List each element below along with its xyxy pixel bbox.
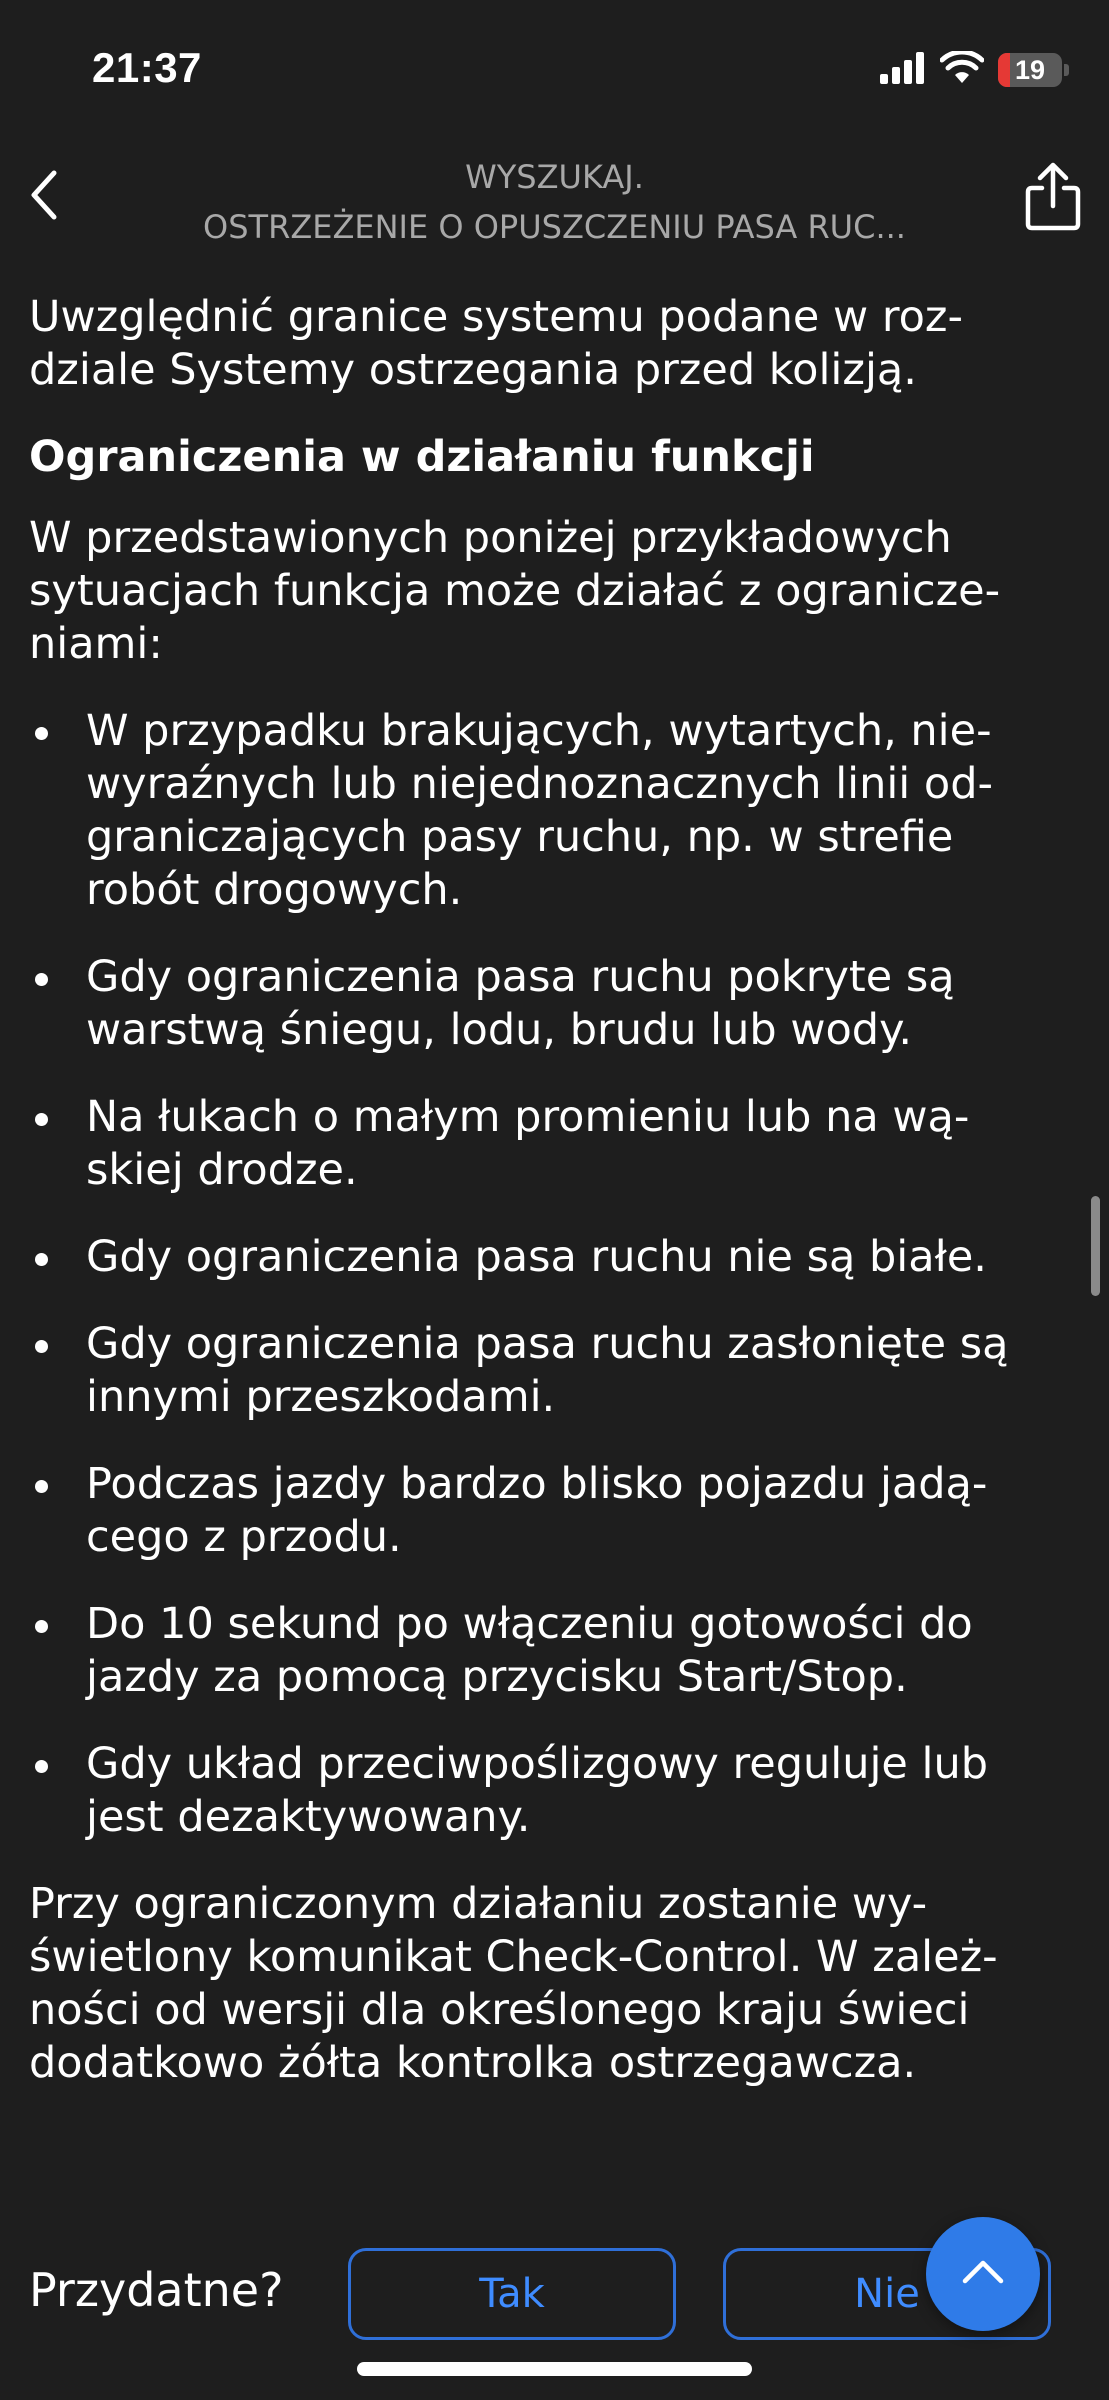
article-body [29, 260, 1069, 2090]
back-button[interactable] [14, 162, 74, 232]
battery-icon [998, 53, 1069, 87]
status-icons [880, 50, 1069, 90]
chevron-up-icon [961, 2259, 1005, 2289]
text-line: cego z przodu. [86, 1512, 402, 1562]
intro-paragraph [29, 291, 1069, 397]
share-button[interactable] [1013, 154, 1093, 244]
list-item [29, 1598, 1069, 1704]
text-line: Przy ograniczonym działaniu zostanie wy- [29, 1879, 928, 1929]
section-intro-paragraph [29, 512, 1069, 671]
text-line: dodatkowo żółta kontrolka ostrzegawcza. [29, 2038, 917, 2088]
cellular-signal-icon [880, 52, 926, 88]
text-line: jest dezaktywowany. [86, 1792, 531, 1842]
text-line: Do 10 sekund po włączeniu gotowości do [86, 1599, 973, 1649]
text-line: Gdy ograniczenia pasa ruchu zasłonięte są [86, 1319, 1009, 1369]
text-line: Gdy ograniczenia pasa ruchu pokryte są [86, 952, 955, 1002]
feedback-yes-button[interactable]: Tak [348, 2248, 676, 2340]
wifi-icon [940, 51, 984, 89]
list-item [29, 1231, 1069, 1284]
text-line: skiej drodze. [86, 1145, 358, 1195]
battery-fill [998, 53, 1010, 87]
battery-body [998, 53, 1062, 87]
text-line: dziale Systemy ostrzegania przed kolizją. [29, 345, 917, 395]
text-line: ności od wersji dla określonego kraju świeci [29, 1985, 970, 2035]
status-bar [0, 0, 1109, 140]
list-item [29, 1458, 1069, 1564]
scroll-to-top-button[interactable] [926, 2217, 1040, 2331]
text-line: niami: [29, 619, 163, 669]
status-time: 21:37 [92, 44, 202, 91]
text-line: Gdy układ przeciwpoślizgowy reguluje lub [86, 1739, 989, 1789]
chevron-left-icon [29, 169, 59, 225]
nav-title-line1: WYSZUKAJ. [465, 158, 644, 196]
battery-level: 19 [1014, 54, 1046, 85]
limitations-list [29, 705, 1069, 1844]
text-line: Gdy ograniczenia pasa ruchu nie są białe. [86, 1232, 987, 1282]
battery-tip [1064, 64, 1069, 76]
scrollbar-thumb[interactable] [1091, 1196, 1100, 1296]
feedback-label: Przydatne? [29, 2263, 284, 2317]
closing-paragraph [29, 1878, 1069, 2090]
feedback-no-button[interactable]: Nie [723, 2248, 1051, 2340]
article-content[interactable] [0, 260, 1109, 2160]
nav-title-line2: OSTRZEŻENIE O OPUSZCZENIU PASA RUC... [203, 208, 906, 246]
text-line: W przedstawionych poniżej przykładowych [29, 513, 952, 563]
share-icon [1024, 162, 1082, 236]
text-line: sytuacjach funkcja może działać z ogranicze- [29, 566, 1001, 616]
home-indicator [357, 2362, 752, 2376]
list-item [29, 705, 1069, 917]
list-item [29, 1318, 1069, 1424]
nav-title [120, 152, 989, 252]
nav-header [0, 140, 1109, 260]
text-line: wyraźnych lub niejednoznacznych linii od- [86, 759, 994, 809]
list-item [29, 1091, 1069, 1197]
text-line: jazdy za pomocą przycisku Start/Stop. [86, 1652, 908, 1702]
text-line: świetlony komunikat Check-Control. W zależ- [29, 1932, 998, 1982]
text-line: robót drogowych. [86, 865, 463, 915]
text-line: graniczających pasy ruchu, np. w strefie [86, 812, 954, 862]
section-heading: Ograniczenia w działaniu funkcji [29, 432, 815, 482]
text-line: W przypadku brakujących, wytartych, nie- [86, 706, 992, 756]
text-line: warstwą śniegu, lodu, brudu lub wody. [86, 1005, 913, 1055]
text-line: innymi przeszkodami. [86, 1372, 556, 1422]
list-item [29, 1738, 1069, 1844]
text-line: Podczas jazdy bardzo blisko pojazdu jadą- [86, 1459, 988, 1509]
text-line: Uwzględnić granice systemu podane w roz- [29, 292, 963, 342]
list-item [29, 951, 1069, 1057]
text-line: Na łukach o małym promieniu lub na wą- [86, 1092, 970, 1142]
